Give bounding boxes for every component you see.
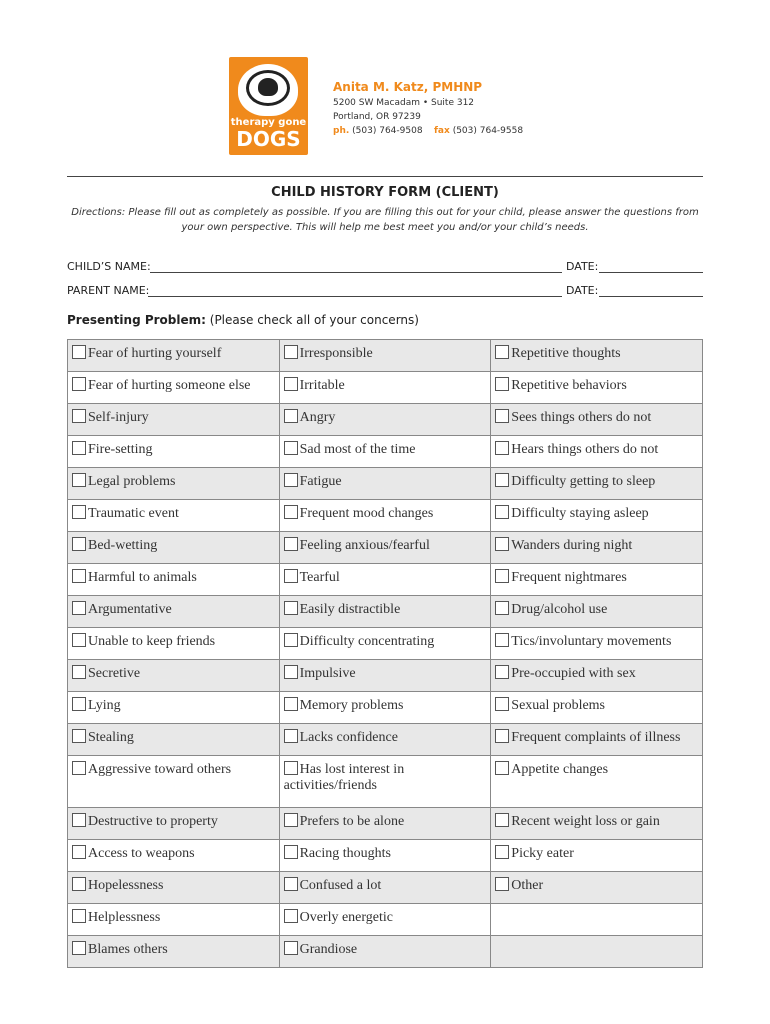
checklist-cell: [279, 372, 491, 404]
concern-checkbox[interactable]: [72, 697, 86, 711]
dog-face-icon: [238, 64, 298, 116]
concern-label: Harmful to animals: [88, 570, 197, 585]
concern-label: Memory problems: [299, 698, 404, 713]
checklist-row: [68, 692, 703, 724]
concern-checkbox[interactable]: [284, 697, 298, 711]
checklist-row: [68, 340, 703, 372]
checklist-row: [68, 596, 703, 628]
checklist-cell: [279, 660, 491, 692]
checklist-cell: [68, 468, 280, 500]
checklist-row: [68, 756, 703, 808]
concern-checkbox[interactable]: [495, 473, 509, 487]
checklist-cell: [279, 404, 491, 436]
concern-checkbox[interactable]: [72, 665, 86, 679]
concern-checkbox[interactable]: [284, 537, 298, 551]
concern-label: Helplessness: [88, 910, 161, 925]
concern-checkbox[interactable]: [495, 633, 509, 647]
concern-checkbox[interactable]: [72, 537, 86, 551]
checklist-row: [68, 724, 703, 756]
date-label-1: DATE:: [566, 260, 599, 273]
checklist-cell: [491, 532, 703, 564]
checklist-cell: [68, 596, 280, 628]
concern-checkbox[interactable]: [72, 505, 86, 519]
concern-checkbox[interactable]: [495, 845, 509, 859]
concern-label: Frequent nightmares: [511, 570, 627, 585]
concern-checkbox[interactable]: [495, 505, 509, 519]
checklist-cell: [68, 840, 280, 872]
concern-label: Traumatic event: [88, 506, 179, 521]
concern-checkbox[interactable]: [495, 697, 509, 711]
checklist-cell: [279, 468, 491, 500]
checklist-cell: [68, 936, 280, 968]
checklist-cell: [491, 936, 703, 968]
concern-label: Lying: [88, 698, 121, 713]
concern-checkbox[interactable]: [284, 813, 298, 827]
checklist-cell: [491, 872, 703, 904]
concern-label: Hears things others do not: [511, 442, 659, 457]
concern-checkbox[interactable]: [495, 345, 509, 359]
concern-checkbox[interactable]: [495, 761, 509, 775]
concern-checkbox[interactable]: [72, 409, 86, 423]
logo: [229, 57, 308, 155]
checklist-row: [68, 500, 703, 532]
checklist-cell: [279, 904, 491, 936]
address-line-1: 5200 SW Macadam • Suite 312: [333, 98, 475, 108]
concern-checkbox[interactable]: [284, 761, 298, 775]
checklist-cell: [491, 628, 703, 660]
provider-name: Anita M. Katz, PMHNP: [333, 80, 483, 94]
concern-checkbox[interactable]: [495, 813, 509, 827]
contact-block: [333, 80, 523, 136]
concern-checkbox[interactable]: [284, 877, 298, 891]
concern-label: Unable to keep friends: [88, 634, 216, 649]
concern-label: Stealing: [88, 730, 134, 745]
concern-checkbox[interactable]: [72, 813, 86, 827]
concern-checkbox[interactable]: [495, 537, 509, 551]
logo-text-line2: DOGS: [236, 127, 301, 151]
concern-label: Tics/involuntary movements: [511, 634, 672, 649]
checklist-cell: [279, 840, 491, 872]
checklist-cell: [68, 436, 280, 468]
checklist-cell: [491, 340, 703, 372]
concern-checkbox[interactable]: [495, 377, 509, 391]
checklist-cell: [491, 724, 703, 756]
concern-checkbox[interactable]: [284, 665, 298, 679]
concern-label: Difficulty staying asleep: [511, 506, 649, 521]
checklist-cell: [68, 808, 280, 840]
checklist-cell: [68, 372, 280, 404]
concern-label: Repetitive behaviors: [511, 378, 627, 393]
checklist-cell: [68, 564, 280, 596]
concern-label: Irritable: [299, 378, 345, 393]
presenting-problem-label: Presenting Problem:: [67, 313, 206, 327]
checklist-row: [68, 904, 703, 936]
checklist-row: [68, 872, 703, 904]
fax-number: (503) 764-9558: [452, 126, 524, 136]
header-divider: [67, 176, 703, 177]
checklist-cell: [491, 808, 703, 840]
concern-checkbox[interactable]: [495, 441, 509, 455]
phone-line: [333, 126, 523, 136]
concern-label: Aggressive toward others: [88, 762, 232, 777]
concern-checkbox[interactable]: [72, 877, 86, 891]
concern-label: Tearful: [299, 570, 340, 585]
checklist-cell: [68, 340, 280, 372]
checklist-cell: [491, 468, 703, 500]
concern-checkbox[interactable]: [72, 473, 86, 487]
checklist-row: [68, 532, 703, 564]
checklist-cell: [279, 756, 491, 808]
form-directions: Directions: Please fill out as completely as possible. If you are filling this out for your child, please answer the questions from your own perspective. This will help me best meet you and/or your child’s needs.: [71, 207, 699, 233]
concern-checkbox[interactable]: [284, 569, 298, 583]
concern-label: Sad most of the time: [299, 442, 416, 457]
fax-label: fax: [434, 126, 450, 136]
checklist-cell: [491, 596, 703, 628]
checklist-cell: [491, 372, 703, 404]
checklist-cell: [68, 500, 280, 532]
checklist-cell: [68, 532, 280, 564]
concern-label: Prefers to be alone: [299, 814, 405, 829]
concern-label: Sexual problems: [511, 698, 606, 713]
concern-checkbox[interactable]: [495, 729, 509, 743]
checklist-cell: [279, 596, 491, 628]
checklist-cell: [491, 840, 703, 872]
checklist-cell: [68, 660, 280, 692]
concerns-checklist: [67, 339, 703, 968]
concern-label: Bed-wetting: [88, 538, 158, 553]
concern-label: Appetite changes: [511, 762, 609, 777]
concern-checkbox[interactable]: [495, 601, 509, 615]
concern-label: Self-injury: [88, 410, 149, 425]
concern-checkbox[interactable]: [72, 441, 86, 455]
concern-label: Frequent mood changes: [299, 506, 434, 521]
concern-label: Picky eater: [511, 846, 574, 861]
checklist-row: [68, 372, 703, 404]
phone-label: ph.: [333, 126, 350, 136]
checklist-row: [68, 468, 703, 500]
concern-checkbox[interactable]: [284, 473, 298, 487]
concern-label: Recent weight loss or gain: [511, 814, 660, 829]
logo-text-line1: therapy gone: [230, 117, 307, 128]
checklist-cell: [279, 724, 491, 756]
concern-label: Difficulty getting to sleep: [511, 474, 656, 489]
concern-label: Grandiose: [299, 942, 358, 957]
checklist-cell: [491, 692, 703, 724]
concern-checkbox[interactable]: [495, 569, 509, 583]
checklist-cell: [279, 436, 491, 468]
checklist-cell: [68, 404, 280, 436]
concern-label: Frequent complaints of illness: [511, 730, 681, 745]
concern-label: Pre-occupied with sex: [511, 666, 636, 681]
concern-checkbox[interactable]: [284, 601, 298, 615]
concern-label: Confused a lot: [299, 878, 382, 893]
concern-label: Destructive to property: [88, 814, 218, 829]
parent-name-label: PARENT NAME:: [67, 284, 150, 297]
address-line-2: Portland, OR 97239: [333, 112, 421, 122]
concern-label: Wanders during night: [511, 538, 633, 553]
checklist-cell: [68, 692, 280, 724]
phone-number: (503) 764-9508: [352, 126, 423, 136]
checklist-row: [68, 936, 703, 968]
checklist-cell: [279, 872, 491, 904]
presenting-problem-hint: (Please check all of your concerns): [209, 313, 419, 327]
concern-label: Fear of hurting yourself: [88, 346, 222, 361]
checklist-row: [68, 564, 703, 596]
concern-label: Impulsive: [299, 666, 356, 681]
concern-label: Repetitive thoughts: [511, 346, 621, 361]
child-name-label: CHILD’S NAME:: [67, 260, 151, 273]
concern-checkbox[interactable]: [72, 761, 86, 775]
checklist-cell: [491, 436, 703, 468]
parent-name-field[interactable]: [148, 296, 562, 297]
concern-label: Hopelessness: [88, 878, 164, 893]
concern-checkbox[interactable]: [284, 845, 298, 859]
concern-checkbox[interactable]: [72, 569, 86, 583]
concern-checkbox[interactable]: [495, 665, 509, 679]
date-label-2: DATE:: [566, 284, 599, 297]
checklist-row: [68, 660, 703, 692]
checklist-cell: [279, 936, 491, 968]
concern-label: Drug/alcohol use: [511, 602, 608, 617]
concern-checkbox[interactable]: [72, 377, 86, 391]
checklist-cell: [491, 404, 703, 436]
concern-checkbox[interactable]: [495, 409, 509, 423]
concern-label: Fatigue: [299, 474, 342, 489]
concern-checkbox[interactable]: [495, 877, 509, 891]
concern-label: Racing thoughts: [299, 846, 391, 861]
concern-label: Angry: [299, 410, 336, 425]
concern-label: Lacks confidence: [299, 730, 398, 745]
concern-label: Overly energetic: [299, 910, 394, 925]
checklist-row: [68, 840, 703, 872]
concern-label: Access to weapons: [88, 846, 195, 861]
concern-label: Fire-setting: [88, 442, 153, 457]
concern-checkbox[interactable]: [72, 345, 86, 359]
concern-checkbox[interactable]: [72, 845, 86, 859]
form-title: CHILD HISTORY FORM (CLIENT): [271, 185, 499, 200]
concern-label: Other: [511, 878, 544, 893]
checklist-cell: [279, 692, 491, 724]
checklist-cell: [491, 660, 703, 692]
checklist-cell: [279, 532, 491, 564]
checklist-cell: [279, 564, 491, 596]
checklist-cell: [279, 340, 491, 372]
concern-checkbox[interactable]: [284, 505, 298, 519]
checklist-cell: [491, 904, 703, 936]
concern-label: Feeling anxious/fearful: [299, 538, 430, 553]
concern-checkbox[interactable]: [284, 345, 298, 359]
concern-label: Argumentative: [88, 602, 172, 617]
concern-checkbox[interactable]: [72, 941, 86, 955]
concern-label: Secretive: [88, 666, 141, 681]
concern-checkbox[interactable]: [72, 601, 86, 615]
concern-checkbox[interactable]: [72, 729, 86, 743]
checklist-cell: [491, 564, 703, 596]
checklist-row: [68, 404, 703, 436]
concern-checkbox[interactable]: [284, 633, 298, 647]
checklist-row: [68, 436, 703, 468]
concern-label: Legal problems: [88, 474, 176, 489]
concern-label: Sees things others do not: [511, 410, 652, 425]
date-field-2[interactable]: [599, 296, 703, 297]
concern-label: Has lost interest in activities/friends: [283, 762, 405, 793]
checklist-cell: [68, 628, 280, 660]
concern-label: Irresponsible: [299, 346, 373, 361]
child-name-field[interactable]: [150, 272, 562, 273]
checklist-cell: [279, 808, 491, 840]
concern-checkbox[interactable]: [284, 441, 298, 455]
concern-checkbox[interactable]: [72, 909, 86, 923]
checklist-cell: [68, 756, 280, 808]
presenting-problem-heading: [67, 313, 419, 327]
checklist-row: [68, 628, 703, 660]
concern-checkbox[interactable]: [284, 729, 298, 743]
checklist-cell: [279, 500, 491, 532]
concern-checkbox[interactable]: [284, 941, 298, 955]
checklist-row: [68, 808, 703, 840]
checklist-cell: [68, 872, 280, 904]
concern-label: Easily distractible: [299, 602, 401, 617]
concern-label: Difficulty concentrating: [299, 634, 435, 649]
date-field-1[interactable]: [599, 272, 703, 273]
concern-label: Blames others: [88, 942, 168, 957]
concern-checkbox[interactable]: [284, 909, 298, 923]
concern-label: Fear of hurting someone else: [88, 378, 251, 393]
checklist-cell: [279, 628, 491, 660]
checklist-cell: [491, 500, 703, 532]
concern-checkbox[interactable]: [284, 377, 298, 391]
concern-checkbox[interactable]: [284, 409, 298, 423]
checklist-cell: [68, 724, 280, 756]
checklist-cell: [491, 756, 703, 808]
concern-checkbox[interactable]: [72, 633, 86, 647]
checklist-cell: [68, 904, 280, 936]
